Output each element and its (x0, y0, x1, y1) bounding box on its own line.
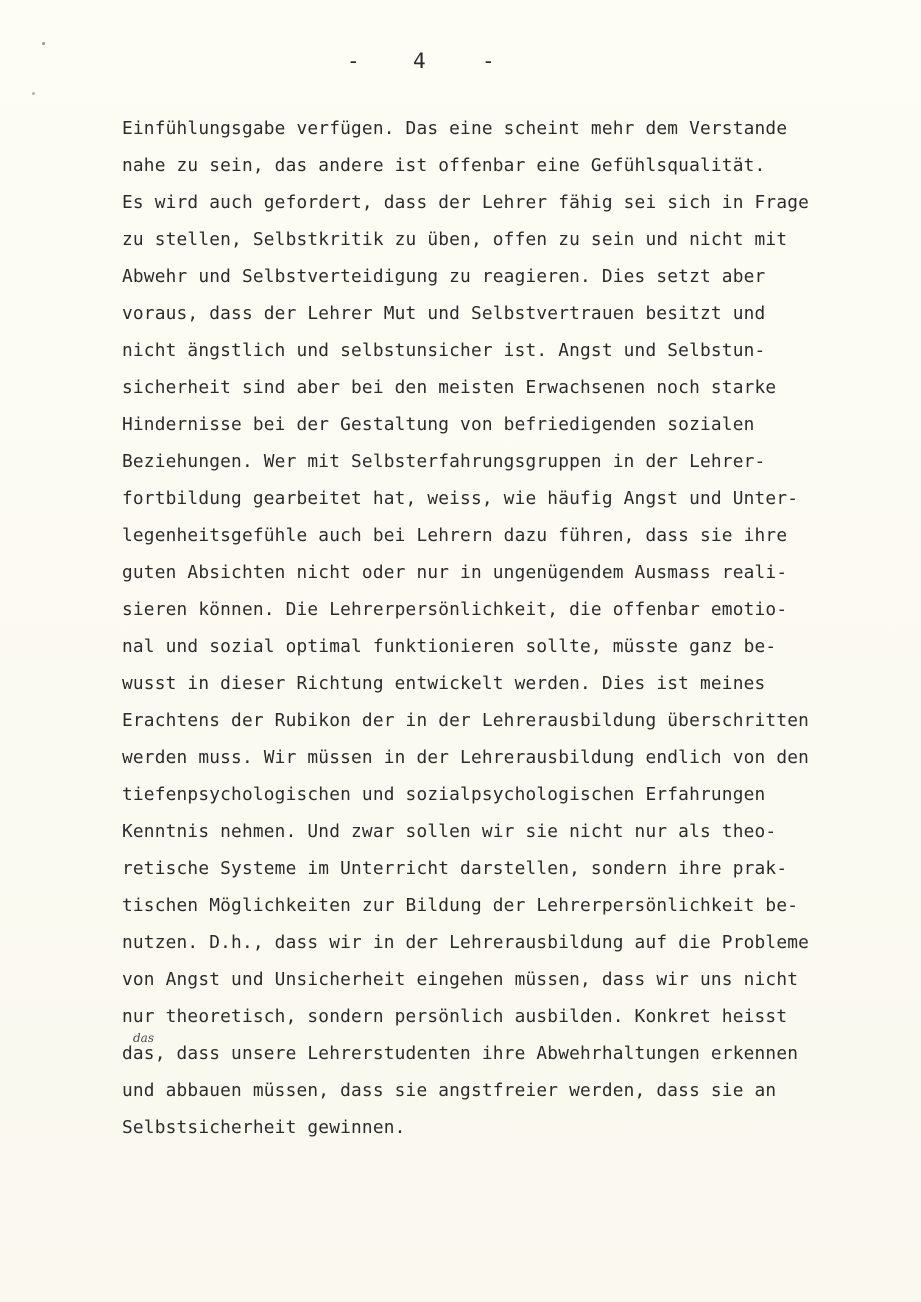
text-line: voraus, dass der Lehrer Mut und Selbstvertrauen besitzt und (122, 303, 766, 324)
text-line: sieren können. Die Lehrerpersönlichkeit, die offenbar emotio- (122, 599, 788, 620)
text-line: Kenntnis nehmen. Und zwar sollen wir sie nicht nur als theo- (122, 821, 777, 842)
text-line: fortbildung gearbeitet hat, weiss, wie häufig Angst und Unter- (122, 488, 799, 509)
text-line: von Angst und Unsicherheit eingehen müssen, dass wir uns nicht (122, 969, 799, 990)
header-dash-right: - (482, 49, 495, 73)
text-line: nicht ängstlich und selbstunsicher ist. Angst und Selbstun- (122, 340, 766, 361)
text-line: werden muss. Wir müssen in der Lehrerausbildung endlich von den (122, 747, 810, 768)
text-line: Es wird auch gefordert, dass der Lehrer fähig sei sich in Frage (122, 192, 810, 213)
paper-speck (32, 92, 35, 95)
text-line: Hindernisse bei der Gestaltung von befriedigenden sozialen (122, 414, 755, 435)
header-dash-left: - (347, 49, 360, 73)
handwritten-annotation: das (133, 1031, 154, 1045)
text-line: tiefenpsychologischen und sozialpsychologischen Erfahrungen (122, 784, 766, 805)
text-line: das, dass unsere Lehrerstudenten ihre Abwehrhaltungen erkennen (122, 1043, 799, 1064)
text-line: nur theoretisch, sondern persönlich ausbilden. Konkret heisst (122, 1006, 788, 1027)
text-line: Selbstsicherheit gewinnen. (122, 1117, 406, 1138)
text-line: nutzen. D.h., dass wir in der Lehrerausbildung auf die Probleme (122, 932, 810, 953)
text-line: Beziehungen. Wer mit Selbsterfahrungsgruppen in der Lehrer- (122, 451, 766, 472)
text-line: und abbauen müssen, dass sie angstfreier werden, dass sie an (122, 1080, 777, 1101)
page-header (0, 46, 921, 76)
text-line: Einfühlungsgabe verfügen. Das eine scheint mehr dem Verstande (122, 118, 788, 139)
text-line: tischen Möglichkeiten zur Bildung der Lehrerpersönlichkeit be- (122, 895, 799, 916)
page-number: 4 (413, 49, 426, 73)
body-text (122, 110, 852, 1146)
text-line: zu stellen, Selbstkritik zu üben, offen zu sein und nicht mit (122, 229, 788, 250)
text-line: guten Absichten nicht oder nur in ungenügendem Ausmass reali- (122, 562, 788, 583)
text-line: nahe zu sein, das andere ist offenbar eine Gefühlsqualität. (122, 155, 766, 176)
text-line: legenheitsgefühle auch bei Lehrern dazu führen, dass sie ihre (122, 525, 788, 546)
text-line: wusst in dieser Richtung entwickelt werden. Dies ist meines (122, 673, 766, 694)
text-line: retische Systeme im Unterricht darstellen, sondern ihre prak- (122, 858, 788, 879)
text-line: Erachtens der Rubikon der in der Lehrerausbildung überschritten (122, 710, 810, 731)
text-line: sicherheit sind aber bei den meisten Erwachsenen noch starke (122, 377, 777, 398)
text-line: Abwehr und Selbstverteidigung zu reagieren. Dies setzt aber (122, 266, 766, 287)
text-line: nal und sozial optimal funktionieren sollte, müsste ganz be- (122, 636, 777, 657)
paper-speck (42, 42, 45, 45)
